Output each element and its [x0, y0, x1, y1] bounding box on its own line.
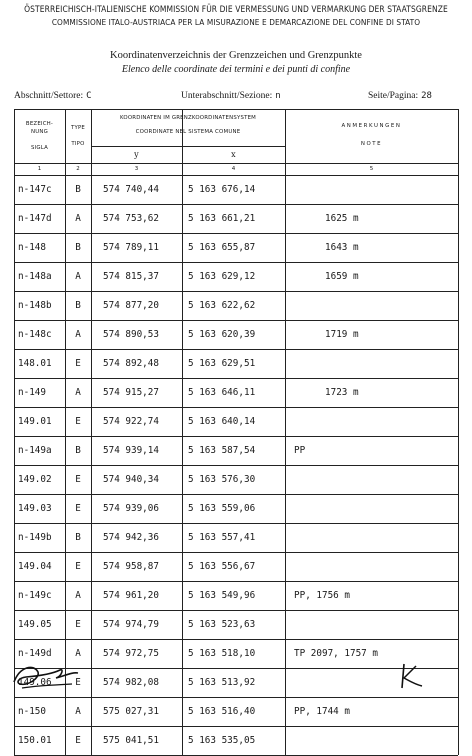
- table-row-tipo: E: [75, 416, 81, 427]
- table-row-note: 1643 m: [325, 242, 359, 253]
- table-row-y: 574 753,62: [103, 213, 159, 224]
- table-row-note: [294, 610, 458, 639]
- signature-right: [392, 660, 432, 692]
- section-field: [14, 91, 92, 101]
- table-row-tipo: E: [75, 503, 81, 514]
- column-number: 2: [76, 166, 80, 172]
- table-row-tipo: E: [75, 619, 81, 630]
- table-row-note: [294, 494, 458, 523]
- table-row-y: 574 982,08: [103, 677, 159, 688]
- table-row-tipo: E: [75, 677, 81, 688]
- table-row-x: 5 163 622,62: [188, 300, 256, 311]
- column-divider: [285, 109, 286, 755]
- table-row-note: [294, 349, 458, 378]
- column-number: 1: [37, 166, 42, 172]
- table-row-y: 574 942,36: [103, 532, 159, 543]
- table-row-tipo: B: [75, 532, 81, 543]
- table-row-sigla: n-149d: [18, 648, 52, 659]
- table-row-sigla: 149.03: [18, 503, 52, 514]
- page-field: [368, 91, 432, 101]
- table-row-y: 574 939,14: [103, 445, 159, 456]
- table-row-x: 5 163 549,96: [188, 590, 256, 601]
- table-row-y: 574 974,79: [103, 619, 159, 630]
- page-value: 28: [421, 91, 432, 101]
- table-row-x: 5 163 556,67: [188, 561, 256, 572]
- table-row-note: 1723 m: [325, 387, 359, 398]
- table-row-x: 5 163 559,06: [188, 503, 256, 514]
- table-row-note: TP 2097, 1757 m: [294, 648, 378, 659]
- column-divider: [14, 109, 15, 755]
- table-row-tipo: B: [75, 242, 81, 253]
- column-divider: [458, 109, 459, 755]
- table-row-tipo: B: [75, 184, 81, 195]
- table-row-y: 574 958,87: [103, 561, 159, 572]
- subsection-value: n: [275, 91, 281, 101]
- table-row-x: 5 163 629,12: [188, 271, 256, 282]
- table-row-sigla: n-148c: [18, 329, 52, 340]
- header-y: y: [134, 150, 139, 159]
- table-row-note: 1625 m: [325, 213, 359, 224]
- table-row-y: 574 939,06: [103, 503, 159, 514]
- table-row-x: 5 163 557,41: [188, 532, 256, 543]
- table-row-tipo: A: [75, 648, 81, 659]
- table-row-y: 574 877,20: [103, 300, 159, 311]
- header-typ: TYPE TIPO: [70, 125, 86, 147]
- table-row-x: 5 163 535,05: [188, 735, 256, 746]
- table-row-note: [294, 465, 458, 494]
- table-row-x: 5 163 516,40: [188, 706, 256, 717]
- table-row-x: 5 163 518,10: [188, 648, 256, 659]
- header-coordinates-german: KOORDINATEN IM GRENZKOORDINATENSYSTEM: [119, 115, 257, 121]
- header-coordinates-italian: COORDINATE NEL SISTEMA COMUNE: [135, 129, 241, 135]
- table-row-x: 5 163 640,14: [188, 416, 256, 427]
- table-row-sigla: n-148b: [18, 300, 52, 311]
- table-row-sigla: n-149a: [18, 445, 52, 456]
- section-value: C: [86, 91, 92, 101]
- table-row-tipo: E: [75, 735, 81, 746]
- table-row-y: 574 972,75: [103, 648, 159, 659]
- table-row-sigla: 149.02: [18, 474, 52, 485]
- table-row-sigla: n-149: [18, 387, 46, 398]
- header-bezeichnung: BEZEICH- NUNG SIGLA: [25, 121, 54, 151]
- table-row-sigla: n-147d: [18, 213, 52, 224]
- table-row-tipo: B: [75, 445, 81, 456]
- subsection-field: [181, 91, 281, 101]
- table-row-y: 574 789,11: [103, 242, 159, 253]
- table-row-note: [294, 291, 458, 320]
- page-label: Seite/Pagina:: [368, 91, 419, 101]
- table-row-sigla: 148.01: [18, 358, 52, 369]
- table-row-note: [294, 726, 458, 755]
- table-row-sigla: n-149b: [18, 532, 52, 543]
- table-row-tipo: B: [75, 300, 81, 311]
- header-notes-german: ANMERKUNGEN: [341, 123, 402, 129]
- table-row-y: 574 815,37: [103, 271, 159, 282]
- table-row-tipo: A: [75, 706, 81, 717]
- table-row-x: 5 163 676,14: [188, 184, 256, 195]
- table-row-note: [294, 668, 458, 697]
- table-row-y: 574 922,74: [103, 416, 159, 427]
- table-row-note: PP, 1744 m: [294, 706, 350, 717]
- table-row-note: [294, 175, 458, 204]
- table-row-note: [294, 523, 458, 552]
- table-row-note: PP: [294, 445, 306, 456]
- table-row-x: 5 163 661,21: [188, 213, 256, 224]
- table-row-y: 574 890,53: [103, 329, 159, 340]
- table-row-x: 5 163 587,54: [188, 445, 256, 456]
- table-row-sigla: n-147c: [18, 184, 52, 195]
- table-row-note: PP, 1756 m: [294, 590, 350, 601]
- column-number: 3: [134, 166, 139, 172]
- table-row-tipo: E: [75, 474, 81, 485]
- table-row-sigla: n-148a: [18, 271, 52, 282]
- table-row-note: 1719 m: [325, 329, 359, 340]
- table-row-x: 5 163 523,63: [188, 619, 256, 630]
- document-title-german: Koordinatenverzeichnis der Grenzzeichen und Grenzpunkte: [110, 50, 362, 61]
- commission-title-italian: COMMISSIONE ITALO-AUSTRIACA PER LA MISURAZIONE E DEMARCAZIONE DEL CONFINE DI STATO: [51, 17, 421, 27]
- subsection-label: Unterabschnitt/Sezione:: [181, 91, 273, 101]
- table-border-top: [14, 109, 458, 110]
- table-row-y: 574 740,44: [103, 184, 159, 195]
- table-row-sigla: 149.06: [18, 677, 52, 688]
- table-row-tipo: A: [75, 271, 81, 282]
- table-row-sigla: 150.01: [18, 735, 52, 746]
- table-row-x: 5 163 576,30: [188, 474, 256, 485]
- table-row-x: 5 163 655,87: [188, 242, 256, 253]
- table-row-tipo: A: [75, 387, 81, 398]
- section-label: Abschnitt/Settore:: [14, 91, 84, 101]
- table-row-sigla: n-150: [18, 706, 46, 717]
- column-divider: [91, 109, 92, 755]
- table-row-tipo: E: [75, 561, 81, 572]
- table-row-x: 5 163 513,92: [188, 677, 256, 688]
- header-x: x: [231, 150, 236, 159]
- table-row-y: 574 961,20: [103, 590, 159, 601]
- table-row-tipo: E: [75, 358, 81, 369]
- table-row-tipo: A: [75, 213, 81, 224]
- table-row-note: [294, 407, 458, 436]
- table-row-y: 574 892,48: [103, 358, 159, 369]
- table-row-tipo: A: [75, 329, 81, 340]
- table-row-y: 574 940,34: [103, 474, 159, 485]
- table-row-sigla: n-149c: [18, 590, 52, 601]
- table-row-note: 1659 m: [325, 271, 359, 282]
- table-row-sigla: 149.05: [18, 619, 52, 630]
- table-row-x: 5 163 629,51: [188, 358, 256, 369]
- subheader-divider: [91, 146, 285, 147]
- document-title-italian: Elenco delle coordinate dei termini e dei punti di confine: [121, 64, 351, 75]
- signature-left: [12, 660, 82, 692]
- table-row-y: 575 027,31: [103, 706, 159, 717]
- commission-title-german: ÖSTERREICHISCH-ITALIENISCHE KOMMISSION FÜR DIE VERMESSUNG UND VERMARKUNG DER STAATSGRENZE: [24, 4, 448, 14]
- column-number: 4: [231, 166, 236, 172]
- header-notes-italian: NOTE: [360, 141, 383, 147]
- table-row-y: 575 041,51: [103, 735, 159, 746]
- table-row-tipo: A: [75, 590, 81, 601]
- table-row-y: 574 915,27: [103, 387, 159, 398]
- table-row-sigla: 149.01: [18, 416, 52, 427]
- table-row-x: 5 163 620,39: [188, 329, 256, 340]
- column-divider: [182, 109, 183, 755]
- table-row-sigla: n-148: [18, 242, 46, 253]
- table-row-sigla: 149.04: [18, 561, 52, 572]
- column-number: 5: [369, 166, 374, 172]
- table-row-note: [294, 552, 458, 581]
- table-row-x: 5 163 646,11: [188, 387, 256, 398]
